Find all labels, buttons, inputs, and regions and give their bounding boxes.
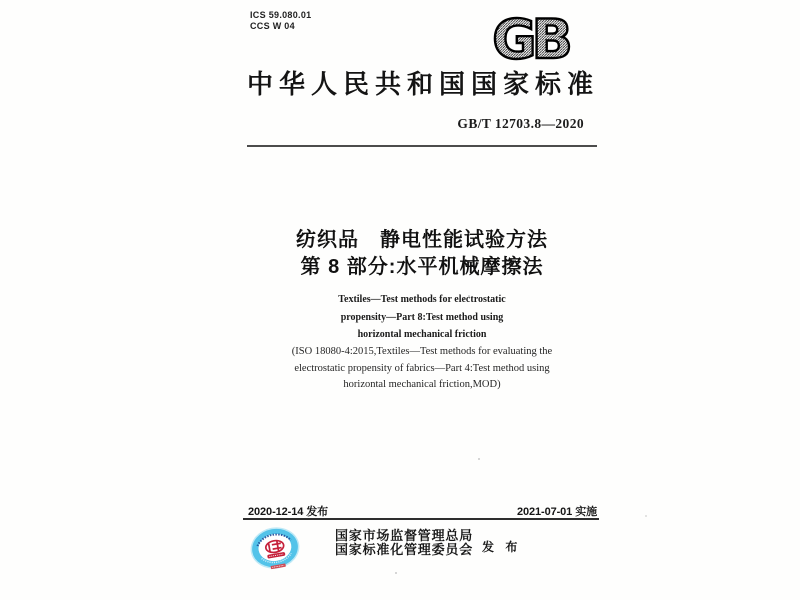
publisher-block	[335, 529, 473, 556]
ics-code: ICS 59.080.01	[250, 10, 312, 20]
iso-reference	[247, 344, 597, 394]
title-english-line3: horizontal mechanical friction	[357, 329, 487, 340]
ccs-code: CCS W 04	[250, 21, 295, 31]
gb-logo-graphic	[487, 12, 573, 64]
gb-logo-text: GB	[492, 12, 568, 64]
title-english-line2: propensity—Part 8:Test method using	[340, 311, 504, 323]
iso-reference-line2: electrostatic propensity of fabrics—Part 4:Test method using	[294, 362, 550, 374]
publisher-line2: 国家标准化管理委员会	[335, 541, 474, 557]
anti-counterfeit-seal	[249, 527, 301, 573]
classification-codes	[250, 10, 311, 32]
issue-date: 2020-12-14	[248, 506, 304, 518]
title-english-line1: Textiles—Test methods for electrostatic	[338, 294, 506, 305]
issue-label: 发布	[306, 506, 329, 518]
iso-reference-line1: (ISO 18080-4:2015,Textiles—Test methods for evaluating the	[291, 346, 553, 357]
title-chinese-line2: 第 8 部分:水平机械摩擦法	[300, 256, 544, 278]
title-english	[247, 291, 597, 344]
standard-number: GB/T 12703.8—2020	[457, 116, 584, 131]
scan-speck	[645, 515, 647, 517]
implementation-date-row	[517, 503, 597, 519]
implementation-label: 实施	[575, 506, 597, 518]
scan-speck	[478, 458, 480, 460]
title-chinese-line1: 纺织品 静电性能试验方法	[296, 229, 548, 251]
national-standard-heading: 中华人民共和国国家标准	[247, 70, 600, 99]
implementation-date: 2021-07-01	[516, 506, 573, 518]
seal-graphic	[249, 527, 301, 573]
footer-rule	[243, 518, 599, 520]
publisher-line1: 国家市场监督管理总局	[335, 528, 474, 543]
header-rule	[247, 145, 597, 147]
scan-speck	[468, 295, 470, 298]
iso-reference-line3: horizontal mechanical friction,MOD)	[343, 379, 501, 390]
scan-speck	[395, 572, 397, 574]
publish-label: 发 布	[482, 540, 522, 554]
issue-date-row	[248, 503, 328, 519]
gb-logo	[487, 12, 573, 64]
